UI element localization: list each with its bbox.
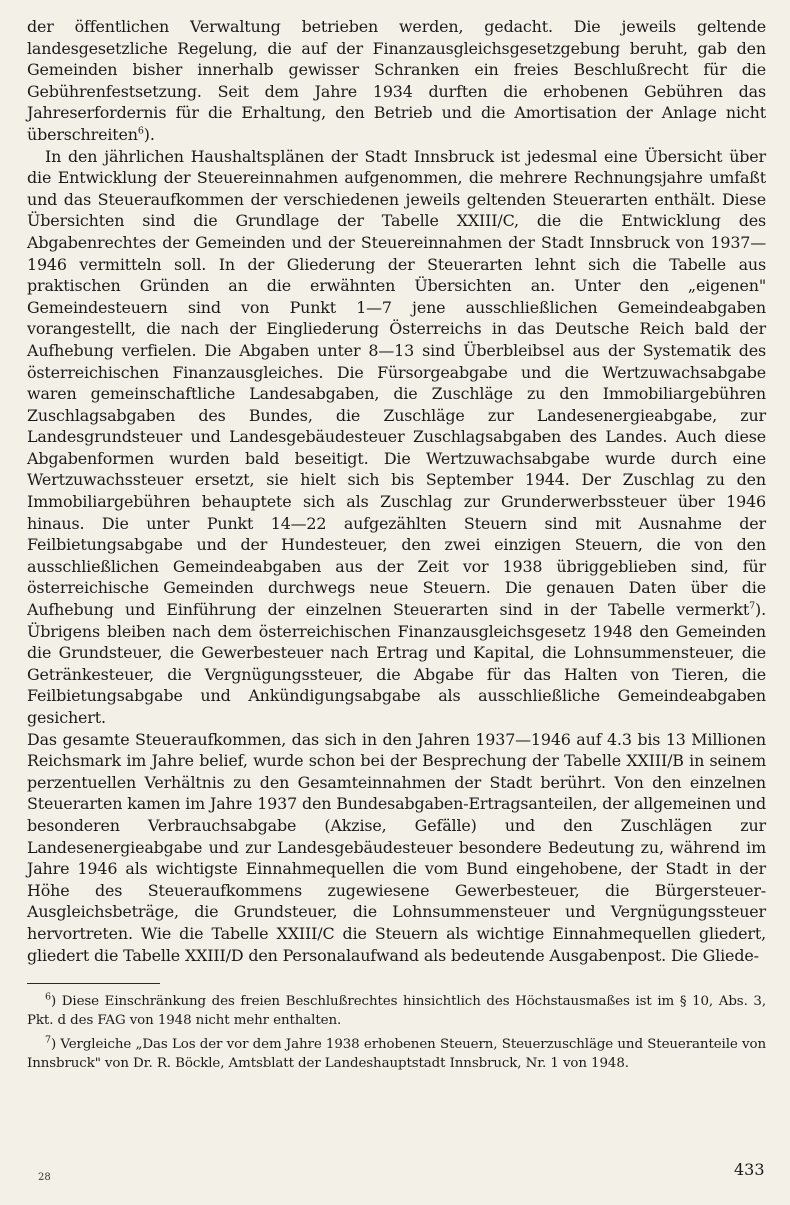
paragraph-tax-revenue xyxy=(27,729,766,967)
footnote-6 xyxy=(27,993,766,1031)
footnote-ref-6[interactable]: 6 xyxy=(137,125,144,137)
paragraph-1-text: der öffentlichen Verwaltung betrieben werden, gedacht. Die jeweils geltende landesgesetzliche Regelung, die auf der Finanzausgleichsgesetzgebung beruht, gab den Gemeinden bisher innerhalb gewisser Schranken ein freies Beschlußrecht für die Gebührenfestsetzung. Seit dem Jahre 1934 durften die erhobenen Gebühren das Jahreserfordernis für die Erhaltung, den Betrieb und die Amortisation der Anlage nicht überschreiten xyxy=(27,17,766,144)
footnote-6-text: ) Diese Einschränkung des freien Beschlußrechtes hinsichtlich des Höchstausmaßes ist im § 10, Abs. 3, Pkt. d des FAG von 1948 nicht mehr enthalten. xyxy=(27,994,766,1029)
paragraph-1-end: ). xyxy=(143,124,155,144)
page-number: 433 xyxy=(734,1160,765,1179)
page-body xyxy=(27,16,766,1074)
paragraph-tax-overview xyxy=(27,146,766,729)
footnote-7 xyxy=(27,1036,766,1074)
signature-mark: 28 xyxy=(38,1172,51,1183)
footnote-ref-7[interactable]: 7 xyxy=(749,600,756,612)
paragraph-3-text: Das gesamte Steueraufkommen, das sich in den Jahren 1937—1946 auf 4.3 bis 13 Millionen Reichsmark im Jahre belief, wurde schon bei der Besprechung der Tabelle XXIII/B in seinem perzentuellen Verhältnis zu den Gesamteinnahmen der Stadt berührt. Von den einzelnen Steuerarten kamen im Jahre 1937 den Bundesabgaben-Ertragsanteilen, der allgemeinen und besonderen Verbrauchsabgabe (Akzise, Gefälle) und den Zuschlägen zur Landesenergieabgabe und zur Landesgebäudesteuer besondere Bedeutung zu, während im Jahre 1946 als wichtigste Einnahmequellen die vom Bund eingehobene, der Stadt in der Höhe des Steueraufkommens zugewiesene Gewerbesteuer, die Bürgersteuer-Ausgleichsbeträge, die Grundsteuer, die Lohnsummensteuer und Vergnügungssteuer hervortreten. Wie die Tabelle XXIII/C die Steuern als wichtige Einnahmequellen gliedert, gliedert die Tabelle XXIII/D den Personalaufwand als bedeutende Ausgabenpost. Die Gliede- xyxy=(27,729,766,965)
paragraph-2-text: In den jährlichen Haushaltsplänen der Stadt Innsbruck ist jedesmal eine Übersicht über die Entwicklung der Steuereinnahmen aufgenommen, die mehrere Rechnungsjahre umfaßt und das Steueraufkommen der verschiedenen jeweils geltenden Steuerarten enthält. Diese Übersichten sind die Grundlage der Tabelle XXIII/C, die die Entwicklung des Abgabenrechtes der Gemeinden und der Steuereinnahmen der Stadt Innsbruck von 1937—1946 vermitteln soll. In der Gliederung der Steuerarten lehnt sich die Tabelle aus praktischen Gründen an die erwähnten Übersichten an. Unter den „eigenen" Gemeindesteuern sind von Punkt 1—7 jene ausschließlichen Gemeindeabgaben vorangestellt, die nach der Eingliederung Österreichs in das Deutsche Reich bald der Aufhebung verfielen. Die Abgaben unter 8—13 sind Überbleibsel aus der Systematik des österreichischen Finanzausgleiches. Die Fürsorgeabgabe und die Wertzuwachsabgabe waren gemeinschaftliche Landesabgaben, die Zuschläge zu den Immobiliargebühren Zuschlagsabgaben des Bundes, die Zuschläge zur Landesenergieabgabe, zur Landesgrundsteuer und Landesgebäudesteuer Zuschlagsabgaben des Landes. Auch diese Abgabenformen wurden bald beseitigt. Die Wertzuwachsabgabe wurde durch eine Wertzuwachssteuer ersetzt, sie hielt sich bis September 1944. Der Zuschlag zu den Immobiliargebühren behauptete sich als Zuschlag zur Grunderwerbssteuer über 1946 hinaus. Die unter Punkt 14—22 aufgezählten Steuern sind mit Ausnahme der Feilbietungsabgabe und der Hundesteuer, den zwei einzigen Steuern, die von den ausschließlichen Gemeindeabgaben aus der Zeit vor 1938 übriggeblieben sind, für österreichische Gemeinden durchwegs neue Steuern. Die genauen Daten über die Aufhebung und Einführung der einzelnen Steuerarten sind in der Tabelle vermerkt xyxy=(27,146,766,620)
paragraph-2-end: ). Übrigens bleiben nach dem österreichischen Finanzausgleichsgesetz 1948 den Gemeinden die Grundsteuer, die Gewerbesteuer nach Ertrag und Kapital, die Lohnsummensteuer, die Getränkesteuer, die Vergnügungssteuer, die Abgabe für das Halten von Tieren, die Feilbietungsabgabe und Ankündigungsabgabe als ausschließliche Gemeindeabgaben gesichert. xyxy=(27,600,766,727)
footnote-6-marker: 6 xyxy=(45,991,51,1003)
footnote-7-marker: 7 xyxy=(45,1034,51,1046)
paragraph-continuation xyxy=(27,16,766,146)
footnote-7-text: ) Vergleiche „Das Los der vor dem Jahre 1938 erhobenen Steuern, Steuerzuschläge und Steueranteile von Innsbruck" von Dr. R. Böckle, Amtsblatt der Landeshauptstadt Innsbruck, Nr. 1 von 1948. xyxy=(27,1036,766,1071)
footnote-divider xyxy=(27,983,160,984)
